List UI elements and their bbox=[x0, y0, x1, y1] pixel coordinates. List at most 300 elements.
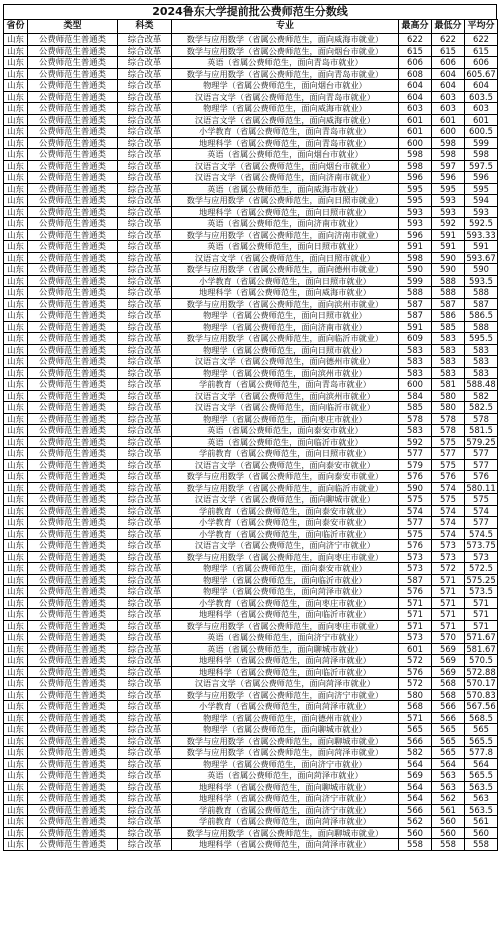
table-row bbox=[4, 402, 498, 414]
cell-type: 公费师范生普通类 bbox=[28, 390, 118, 402]
cell-avg-score: 615 bbox=[465, 45, 498, 57]
cell-avg-score: 567.56 bbox=[466, 701, 496, 711]
cell-province: 山东 bbox=[4, 471, 28, 483]
cell-province: 山东 bbox=[4, 402, 28, 414]
cell-type: 公费师范生普通类 bbox=[28, 264, 118, 276]
cell-type: 公费师范生普通类 bbox=[28, 597, 118, 609]
cell-category: 综合改革 bbox=[118, 57, 172, 69]
cell-max-score: 576 bbox=[399, 540, 432, 552]
cell-type: 公费师范生普通类 bbox=[28, 91, 118, 103]
cell-avg-score: 563.5 bbox=[465, 781, 498, 793]
cell-avg-score: 578 bbox=[465, 413, 498, 425]
header-category: 科类 bbox=[118, 20, 172, 34]
cell-province: 山东 bbox=[4, 632, 28, 644]
cell-avg-score: 575 bbox=[465, 494, 498, 506]
cell-max-score: 601 bbox=[399, 126, 432, 138]
cell-province: 山东 bbox=[4, 298, 28, 310]
cell-min-score: 574 bbox=[432, 517, 465, 529]
cell-min-score: 568 bbox=[432, 689, 465, 701]
cell-category: 综合改革 bbox=[118, 80, 172, 92]
cell-province: 山东 bbox=[4, 494, 28, 506]
table-row bbox=[4, 195, 498, 207]
cell-min-score: 577 bbox=[432, 448, 465, 460]
cell-max-score: 582 bbox=[399, 747, 432, 759]
cell-type: 公费师范生普通类 bbox=[28, 620, 118, 632]
cell-type: 公费师范生普通类 bbox=[28, 57, 118, 69]
cell-major: 汉语言文学（省属公费师范生，面向日照市就业） bbox=[172, 252, 399, 264]
cell-max-score: 583 bbox=[399, 356, 432, 368]
cell-province: 山东 bbox=[4, 149, 28, 161]
cell-major: 英语（省属公费师范生，面向济南市就业） bbox=[172, 218, 399, 230]
cell-category: 综合改革 bbox=[118, 839, 172, 851]
cell-type: 公费师范生普通类 bbox=[28, 436, 118, 448]
cell-avg-score: 573.5 bbox=[465, 586, 498, 598]
cell-major: 地理科学（省属公费师范生，面向菏泽市就业） bbox=[172, 839, 399, 851]
cell-avg-score: 605.67 bbox=[466, 68, 496, 79]
cell-avg-score: 558 bbox=[465, 839, 498, 851]
cell-type: 公费师范生普通类 bbox=[28, 747, 118, 759]
cell-max-score: 593 bbox=[399, 218, 432, 230]
cell-category: 综合改革 bbox=[118, 551, 172, 563]
cell-max-score: 599 bbox=[399, 275, 432, 287]
cell-major: 汉语言文学（省属公费师范生，面向济南市就业） bbox=[172, 172, 399, 184]
cell-avg-score: 580.11 bbox=[466, 482, 496, 493]
cell-min-score: 575 bbox=[432, 436, 465, 448]
cell-province: 山东 bbox=[4, 160, 28, 172]
cell-max-score: 603 bbox=[399, 103, 432, 115]
cell-min-score: 571 bbox=[432, 574, 465, 586]
cell-max-score: 578 bbox=[399, 413, 432, 425]
cell-avg-score: 571 bbox=[465, 620, 498, 632]
table-row bbox=[4, 689, 498, 701]
cell-province: 山东 bbox=[4, 103, 28, 115]
cell-category: 综合改革 bbox=[118, 310, 172, 322]
cell-province: 山东 bbox=[4, 310, 28, 322]
cell-avg-score: 577 bbox=[465, 448, 498, 460]
table-row bbox=[4, 666, 498, 678]
cell-major: 小学教育（省属公费师范生，面向菏泽市就业） bbox=[172, 701, 399, 713]
cell-type: 公费师范生普通类 bbox=[28, 540, 118, 552]
cell-min-score: 595 bbox=[432, 183, 465, 195]
cell-type: 公费师范生普通类 bbox=[28, 586, 118, 598]
cell-min-score: 591 bbox=[432, 229, 465, 241]
table-row bbox=[4, 735, 498, 747]
cell-min-score: 604 bbox=[432, 68, 465, 80]
cell-province: 山东 bbox=[4, 275, 28, 287]
cell-category: 综合改革 bbox=[118, 252, 172, 264]
table-row bbox=[4, 609, 498, 621]
cell-min-score: 585 bbox=[432, 321, 465, 333]
cell-min-score: 565 bbox=[432, 747, 465, 759]
cell-province: 山东 bbox=[4, 643, 28, 655]
cell-major: 学前教育（省属公费师范生，面向济宁市就业） bbox=[172, 804, 399, 816]
cell-min-score: 591 bbox=[432, 241, 465, 253]
cell-type: 公费师范生普通类 bbox=[28, 241, 118, 253]
table-row bbox=[4, 264, 498, 276]
cell-category: 综合改革 bbox=[118, 528, 172, 540]
cell-major: 物理学（省属公费师范生，面向菏泽市就业） bbox=[172, 586, 399, 598]
cell-province: 山东 bbox=[4, 241, 28, 253]
cell-category: 综合改革 bbox=[118, 804, 172, 816]
cell-category: 综合改革 bbox=[118, 517, 172, 529]
cell-min-score: 558 bbox=[432, 839, 465, 851]
cell-category: 综合改革 bbox=[118, 356, 172, 368]
cell-province: 山东 bbox=[4, 57, 28, 69]
cell-province: 山东 bbox=[4, 229, 28, 241]
cell-province: 山东 bbox=[4, 436, 28, 448]
cell-min-score: 596 bbox=[432, 172, 465, 184]
cell-province: 山东 bbox=[4, 816, 28, 828]
cell-province: 山东 bbox=[4, 528, 28, 540]
cell-min-score: 574 bbox=[432, 505, 465, 517]
table-row bbox=[4, 436, 498, 448]
cell-major: 物理学（省属公费师范生，面向临沂市就业） bbox=[172, 574, 399, 586]
cell-major: 物理学（省属公费师范生，面向枣庄市就业） bbox=[172, 413, 399, 425]
cell-major: 数学与应用数学（省属公费师范生，面向枣庄市就业） bbox=[172, 620, 399, 632]
table-row bbox=[4, 344, 498, 356]
cell-category: 综合改革 bbox=[118, 781, 172, 793]
cell-category: 综合改革 bbox=[118, 436, 172, 448]
cell-major: 英语（省属公费师范生，面向青岛市就业） bbox=[172, 57, 399, 69]
table-row bbox=[4, 241, 498, 253]
cell-major: 英语（省属公费师范生，面向泰安市就业） bbox=[172, 425, 399, 437]
cell-category: 综合改革 bbox=[118, 229, 172, 241]
cell-major: 小学教育（省属公费师范生，面向临沂市就业） bbox=[172, 528, 399, 540]
cell-min-score: 593 bbox=[432, 195, 465, 207]
cell-max-score: 598 bbox=[399, 160, 432, 172]
cell-min-score: 568 bbox=[432, 678, 465, 690]
cell-max-score: 596 bbox=[399, 172, 432, 184]
cell-max-score: 575 bbox=[399, 494, 432, 506]
header-avg-score: 平均分 bbox=[465, 20, 498, 34]
cell-max-score: 601 bbox=[399, 114, 432, 126]
cell-max-score: 562 bbox=[399, 816, 432, 828]
cell-category: 综合改革 bbox=[118, 333, 172, 345]
cell-max-score: 598 bbox=[399, 252, 432, 264]
cell-max-score: 587 bbox=[399, 298, 432, 310]
cell-avg-score: 597.5 bbox=[465, 160, 498, 172]
cell-min-score: 593 bbox=[432, 206, 465, 218]
cell-max-score: 573 bbox=[399, 563, 432, 575]
cell-min-score: 603 bbox=[432, 91, 465, 103]
cell-min-score: 590 bbox=[432, 264, 465, 276]
cell-major: 英语（省属公费师范生，面向日照市就业） bbox=[172, 241, 399, 253]
cell-min-score: 575 bbox=[432, 494, 465, 506]
cell-type: 公费师范生普通类 bbox=[28, 666, 118, 678]
header-min-score: 最低分 bbox=[432, 20, 465, 34]
cell-type: 公费师范生普通类 bbox=[28, 839, 118, 851]
table-row bbox=[4, 804, 498, 816]
table-row bbox=[4, 586, 498, 598]
cell-max-score: 584 bbox=[399, 390, 432, 402]
cell-avg-score: 593.33 bbox=[466, 229, 496, 240]
table-row bbox=[4, 551, 498, 563]
score-table bbox=[3, 19, 498, 851]
cell-max-score: 569 bbox=[399, 770, 432, 782]
cell-min-score: 587 bbox=[432, 298, 465, 310]
cell-category: 综合改革 bbox=[118, 137, 172, 149]
cell-province: 山东 bbox=[4, 839, 28, 851]
table-row bbox=[4, 160, 498, 172]
cell-category: 综合改革 bbox=[118, 367, 172, 379]
cell-major: 学前教育（省属公费师范生，面向菏泽市就业） bbox=[172, 816, 399, 828]
cell-major: 小学教育（省属公费师范生，面向泰安市就业） bbox=[172, 517, 399, 529]
cell-max-score: 604 bbox=[399, 91, 432, 103]
cell-category: 综合改革 bbox=[118, 287, 172, 299]
table-row bbox=[4, 390, 498, 402]
cell-max-score: 590 bbox=[399, 482, 432, 494]
cell-category: 综合改革 bbox=[118, 172, 172, 184]
cell-type: 公费师范生普通类 bbox=[28, 804, 118, 816]
cell-category: 综合改革 bbox=[118, 816, 172, 828]
cell-major: 数学与应用数学（省属公费师范生，面向聊城市就业） bbox=[172, 735, 399, 747]
cell-avg-score: 571 bbox=[465, 609, 498, 621]
cell-max-score: 593 bbox=[399, 206, 432, 218]
cell-min-score: 569 bbox=[432, 666, 465, 678]
table-row bbox=[4, 275, 498, 287]
table-row bbox=[4, 758, 498, 770]
cell-max-score: 590 bbox=[399, 264, 432, 276]
cell-min-score: 598 bbox=[432, 137, 465, 149]
cell-min-score: 604 bbox=[432, 80, 465, 92]
cell-avg-score: 564 bbox=[465, 758, 498, 770]
cell-major: 汉语言文学（省属公费师范生，面向滨州市就业） bbox=[172, 390, 399, 402]
cell-type: 公费师范生普通类 bbox=[28, 655, 118, 667]
cell-major: 英语（省属公费师范生，面向威海市就业） bbox=[172, 183, 399, 195]
cell-min-score: 566 bbox=[432, 701, 465, 713]
cell-max-score: 566 bbox=[399, 804, 432, 816]
cell-category: 综合改革 bbox=[118, 724, 172, 736]
cell-major: 物理学（省属公费师范生，面向滨州市就业） bbox=[172, 367, 399, 379]
cell-category: 综合改革 bbox=[118, 609, 172, 621]
cell-category: 综合改革 bbox=[118, 45, 172, 57]
cell-province: 山东 bbox=[4, 678, 28, 690]
cell-min-score: 571 bbox=[432, 597, 465, 609]
cell-min-score: 574 bbox=[432, 482, 465, 494]
cell-category: 综合改革 bbox=[118, 34, 172, 46]
cell-type: 公费师范生普通类 bbox=[28, 494, 118, 506]
table-row bbox=[4, 103, 498, 115]
cell-province: 山东 bbox=[4, 689, 28, 701]
table-row bbox=[4, 816, 498, 828]
cell-type: 公费师范生普通类 bbox=[28, 333, 118, 345]
cell-avg-score: 588.48 bbox=[466, 379, 496, 389]
cell-province: 山东 bbox=[4, 781, 28, 793]
cell-major: 学前教育（省属公费师范生，面向日照市就业） bbox=[172, 448, 399, 460]
cell-max-score: 596 bbox=[399, 229, 432, 241]
cell-avg-score: 583 bbox=[465, 367, 498, 379]
table-body bbox=[4, 34, 498, 851]
cell-avg-score: 583 bbox=[465, 344, 498, 356]
cell-category: 综合改革 bbox=[118, 206, 172, 218]
cell-category: 综合改革 bbox=[118, 735, 172, 747]
cell-type: 公费师范生普通类 bbox=[28, 735, 118, 747]
cell-min-score: 571 bbox=[432, 586, 465, 598]
cell-category: 综合改革 bbox=[118, 425, 172, 437]
cell-type: 公费师范生普通类 bbox=[28, 183, 118, 195]
cell-type: 公费师范生普通类 bbox=[28, 574, 118, 586]
cell-category: 综合改革 bbox=[118, 678, 172, 690]
cell-min-score: 564 bbox=[432, 758, 465, 770]
cell-category: 综合改革 bbox=[118, 471, 172, 483]
cell-max-score: 575 bbox=[399, 528, 432, 540]
cell-max-score: 560 bbox=[399, 827, 432, 839]
cell-type: 公费师范生普通类 bbox=[28, 114, 118, 126]
cell-type: 公费师范生普通类 bbox=[28, 482, 118, 494]
cell-avg-score: 587 bbox=[465, 298, 498, 310]
table-row bbox=[4, 540, 498, 552]
cell-type: 公费师范生普通类 bbox=[28, 103, 118, 115]
cell-category: 综合改革 bbox=[118, 540, 172, 552]
cell-major: 物理学（省属公费师范生，面向日照市就业） bbox=[172, 310, 399, 322]
cell-type: 公费师范生普通类 bbox=[28, 321, 118, 333]
cell-avg-score: 598 bbox=[465, 149, 498, 161]
cell-category: 综合改革 bbox=[118, 91, 172, 103]
cell-type: 公费师范生普通类 bbox=[28, 149, 118, 161]
cell-category: 综合改革 bbox=[118, 126, 172, 138]
cell-type: 公费师范生普通类 bbox=[28, 551, 118, 563]
cell-min-score: 573 bbox=[432, 540, 465, 552]
cell-province: 山东 bbox=[4, 701, 28, 713]
cell-type: 公费师范生普通类 bbox=[28, 298, 118, 310]
cell-province: 山东 bbox=[4, 517, 28, 529]
cell-major: 汉语言文学（省属公费师范生，面向聊城市就业） bbox=[172, 494, 399, 506]
cell-category: 综合改革 bbox=[118, 195, 172, 207]
cell-province: 山东 bbox=[4, 287, 28, 299]
cell-province: 山东 bbox=[4, 379, 28, 391]
cell-min-score: 561 bbox=[432, 804, 465, 816]
cell-major: 汉语言文学（省属公费师范生，面向济宁市就业） bbox=[172, 540, 399, 552]
cell-category: 综合改革 bbox=[118, 275, 172, 287]
table-row bbox=[4, 149, 498, 161]
table-row bbox=[4, 701, 498, 713]
cell-major: 汉语言文学（省属公费师范生，面向临沂市就业） bbox=[172, 402, 399, 414]
cell-avg-score: 577.8 bbox=[465, 747, 498, 759]
cell-avg-score: 577 bbox=[465, 517, 498, 529]
table-row bbox=[4, 287, 498, 299]
table-row bbox=[4, 137, 498, 149]
cell-max-score: 576 bbox=[399, 666, 432, 678]
table-row bbox=[4, 126, 498, 138]
cell-avg-score: 583 bbox=[465, 356, 498, 368]
table-row bbox=[4, 839, 498, 851]
cell-max-score: 571 bbox=[399, 620, 432, 632]
cell-province: 山东 bbox=[4, 252, 28, 264]
cell-max-score: 592 bbox=[399, 436, 432, 448]
table-row bbox=[4, 298, 498, 310]
cell-max-score: 564 bbox=[399, 758, 432, 770]
cell-max-score: 571 bbox=[399, 712, 432, 724]
cell-min-score: 576 bbox=[432, 471, 465, 483]
cell-avg-score: 563 bbox=[465, 793, 498, 805]
cell-type: 公费师范生普通类 bbox=[28, 712, 118, 724]
cell-type: 公费师范生普通类 bbox=[28, 609, 118, 621]
cell-min-score: 583 bbox=[432, 356, 465, 368]
cell-type: 公费师范生普通类 bbox=[28, 563, 118, 575]
table-row bbox=[4, 91, 498, 103]
cell-province: 山东 bbox=[4, 666, 28, 678]
cell-min-score: 597 bbox=[432, 160, 465, 172]
cell-min-score: 606 bbox=[432, 57, 465, 69]
cell-major: 数学与应用数学（省属公费师范生，面向菏泽市就业） bbox=[172, 747, 399, 759]
table-row bbox=[4, 425, 498, 437]
cell-province: 山东 bbox=[4, 321, 28, 333]
cell-type: 公费师范生普通类 bbox=[28, 632, 118, 644]
table-row bbox=[4, 678, 498, 690]
cell-min-score: 573 bbox=[432, 551, 465, 563]
table-row bbox=[4, 114, 498, 126]
cell-category: 综合改革 bbox=[118, 597, 172, 609]
table-row bbox=[4, 367, 498, 379]
cell-type: 公费师范生普通类 bbox=[28, 413, 118, 425]
cell-avg-score: 582.5 bbox=[465, 402, 498, 414]
table-row bbox=[4, 643, 498, 655]
cell-avg-score: 570.5 bbox=[465, 655, 498, 667]
cell-min-score: 562 bbox=[432, 793, 465, 805]
cell-province: 山东 bbox=[4, 505, 28, 517]
cell-min-score: 569 bbox=[432, 643, 465, 655]
table-row bbox=[4, 494, 498, 506]
cell-min-score: 583 bbox=[432, 344, 465, 356]
cell-province: 山东 bbox=[4, 597, 28, 609]
cell-type: 公费师范生普通类 bbox=[28, 643, 118, 655]
cell-province: 山东 bbox=[4, 804, 28, 816]
cell-type: 公费师范生普通类 bbox=[28, 505, 118, 517]
cell-category: 综合改革 bbox=[118, 689, 172, 701]
table-row bbox=[4, 57, 498, 69]
cell-province: 山东 bbox=[4, 91, 28, 103]
cell-min-score: 583 bbox=[432, 333, 465, 345]
cell-category: 综合改革 bbox=[118, 68, 172, 80]
cell-type: 公费师范生普通类 bbox=[28, 517, 118, 529]
cell-avg-score: 574.5 bbox=[465, 528, 498, 540]
cell-category: 综合改革 bbox=[118, 218, 172, 230]
cell-category: 综合改革 bbox=[118, 160, 172, 172]
cell-province: 山东 bbox=[4, 712, 28, 724]
cell-type: 公费师范生普通类 bbox=[28, 781, 118, 793]
cell-min-score: 583 bbox=[432, 367, 465, 379]
cell-category: 综合改革 bbox=[118, 701, 172, 713]
cell-type: 公费师范生普通类 bbox=[28, 471, 118, 483]
cell-category: 综合改革 bbox=[118, 241, 172, 253]
cell-avg-score: 601 bbox=[465, 114, 498, 126]
table-row bbox=[4, 597, 498, 609]
cell-category: 综合改革 bbox=[118, 390, 172, 402]
table-row bbox=[4, 620, 498, 632]
cell-max-score: 601 bbox=[399, 643, 432, 655]
cell-major: 小学教育（省属公费师范生，面向日照市就业） bbox=[172, 275, 399, 287]
cell-min-score: 580 bbox=[432, 402, 465, 414]
cell-avg-score: 582 bbox=[465, 390, 498, 402]
cell-category: 综合改革 bbox=[118, 183, 172, 195]
cell-major: 英语（省属公费师范生，面向济宁市就业） bbox=[172, 632, 399, 644]
cell-min-score: 588 bbox=[432, 275, 465, 287]
cell-major: 地理科学（省属公费师范生，面向济宁市就业） bbox=[172, 793, 399, 805]
cell-major: 地理科学（省属公费师范生，面向日照市就业） bbox=[172, 206, 399, 218]
cell-major: 数学与应用数学（省属公费师范生，面向青岛市就业） bbox=[172, 68, 399, 80]
cell-major: 数学与应用数学（省属公费师范生，面向济南市就业） bbox=[172, 229, 399, 241]
cell-major: 物理学（省属公费师范生，面向泰安市就业） bbox=[172, 563, 399, 575]
cell-major: 汉语言文学（省属公费师范生，面向德州市就业） bbox=[172, 356, 399, 368]
cell-type: 公费师范生普通类 bbox=[28, 827, 118, 839]
cell-major: 汉语言文学（省属公费师范生，面向青岛市就业） bbox=[172, 91, 399, 103]
cell-avg-score: 581.5 bbox=[465, 425, 498, 437]
header-province: 省份 bbox=[4, 20, 28, 34]
cell-category: 综合改革 bbox=[118, 793, 172, 805]
cell-max-score: 608 bbox=[399, 68, 432, 80]
cell-province: 山东 bbox=[4, 34, 28, 46]
cell-avg-score: 565.5 bbox=[465, 735, 498, 747]
